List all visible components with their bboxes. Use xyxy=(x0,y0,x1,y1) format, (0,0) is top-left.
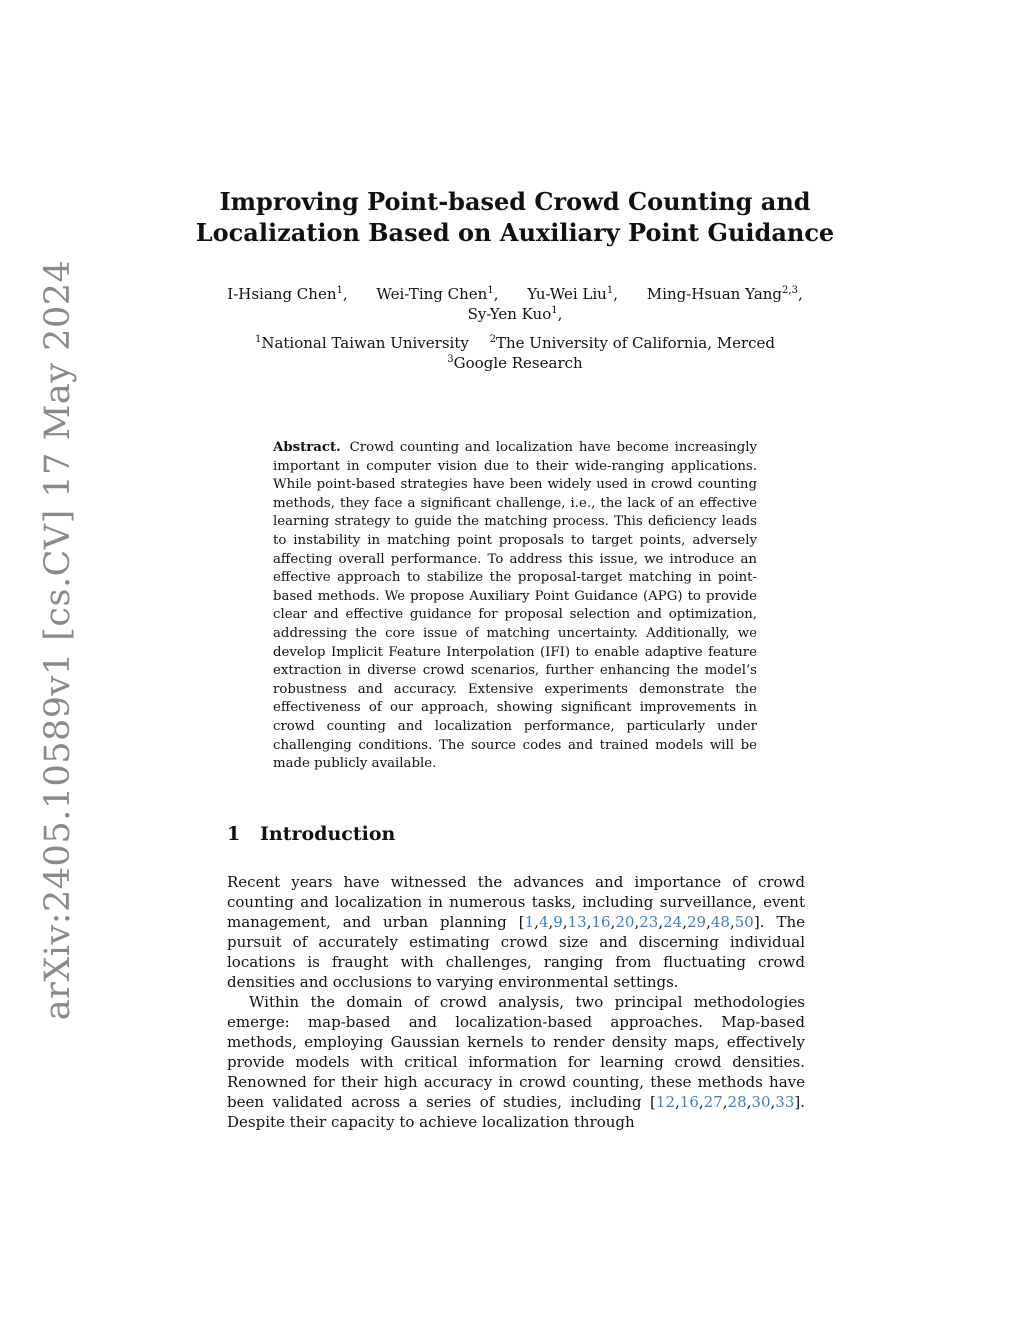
section-title: Introduction xyxy=(260,823,396,845)
abstract-text: Crowd counting and localization have become increasingly important in computer vision due to their wide-ranging applications. While point-based strategies have been widely used in crowd counting methods, they face a significant challenge, i.e., the lack of an effective learning strategy to guide the matching process. This deficiency leads to instability in matching point proposals to target points, adversely affecting overall performance. To address this issue, we introduce an effective approach to stabilize the proposal-target matching in point-based methods. We propose Auxiliary Point Guidance (APG) to provide clear and effective guidance for proposal selection and optimization, addressing the core issue of matching uncertainty. Additionally, we develop Implicit Feature Interpolation (IFI) to enable adaptive feature extraction in diverse crowd scenarios, further enhancing the model’s robustness and accuracy. Extensive experiments demonstrate the effectiveness of our approach, showing significant improvements in crowd counting and localization performance, particularly under challenging conditions. The source codes and trained models will be made publicly available. xyxy=(273,440,758,772)
abstract xyxy=(273,439,757,774)
citation-link[interactable]: 20 xyxy=(615,913,635,931)
paragraph: Recent years have witnessed the advances and importance of crowd counting and localization in numerous tasks, including surveillance, event management, and urban planning [1,4,9,13,16,20,23,24,29,48,50]. The pursuit of accurately estimating crowd size and discerning individual locations is fraught with challenges, ranging from fluctuating crowd densities and occlusions to varying environmental settings. xyxy=(227,873,805,991)
citation-link[interactable]: 1 xyxy=(524,913,535,931)
citation-link[interactable]: 9 xyxy=(553,913,563,931)
affiliation: $^1$National Taiwan University xyxy=(254,334,469,352)
affiliation: $^3$Google Research xyxy=(447,354,583,372)
paragraph: Within the domain of crowd analysis, two principal methodologies emerge: map-based and localization-based approaches. Map-based methods, employing Gaussian kernels to render density maps, effectively provide models with critical information for learning crowd densities. Renowned for their high accuracy in crowd counting, these methods have been validated across a series of studies, including [12,16,27,28,30,33]. Despite their capacity to achieve localization through xyxy=(227,993,805,1131)
title-line-1: Improving Point-based Crowd Counting and xyxy=(219,187,811,216)
author: Sy-Yen Kuo$^1$, xyxy=(467,305,563,323)
citation-link[interactable]: 13 xyxy=(567,913,587,931)
author: Ming-Hsuan Yang$^{2,3}$, xyxy=(646,285,803,303)
citation-link[interactable]: 4 xyxy=(538,913,549,931)
citation-group: 1,4,9,13,16,20,23,24,29,48,50 xyxy=(524,913,754,931)
arxiv-identifier-stamp: arXiv:2405.10589v1 [cs.CV] 17 May 2024 xyxy=(38,259,78,1021)
section-number: 1 xyxy=(227,823,241,845)
citation-link[interactable]: 50 xyxy=(734,913,754,931)
citation-link[interactable]: 29 xyxy=(686,913,707,931)
citation-link[interactable]: 16 xyxy=(591,913,611,931)
citation-link[interactable]: 12 xyxy=(655,1093,675,1111)
affiliation: $^2$The University of California, Merced xyxy=(489,334,776,352)
section-heading xyxy=(227,823,395,845)
citation-link[interactable]: 28 xyxy=(727,1093,747,1111)
author-list xyxy=(160,284,870,324)
title-line-2: Localization Based on Auxiliary Point Guidance xyxy=(195,218,835,247)
paper-title xyxy=(160,186,870,248)
citation-link[interactable]: 23 xyxy=(639,913,659,931)
author: Yu-Wei Liu$^1$, xyxy=(527,285,619,303)
citation-group: 12,16,27,28,30,33 xyxy=(655,1093,795,1111)
affiliation-list xyxy=(160,333,870,373)
abstract-label: Abstract. xyxy=(273,440,341,455)
author: Wei-Ting Chen$^1$, xyxy=(376,285,499,303)
citation-link[interactable]: 27 xyxy=(703,1093,723,1111)
citation-link[interactable]: 33 xyxy=(775,1093,795,1111)
author: I-Hsiang Chen$^1$, xyxy=(227,285,348,303)
citation-link[interactable]: 48 xyxy=(710,913,730,931)
citation-link[interactable]: 24 xyxy=(663,913,683,931)
citation-link[interactable]: 16 xyxy=(679,1093,699,1111)
citation-link[interactable]: 30 xyxy=(751,1093,771,1111)
introduction-body xyxy=(227,872,805,1132)
